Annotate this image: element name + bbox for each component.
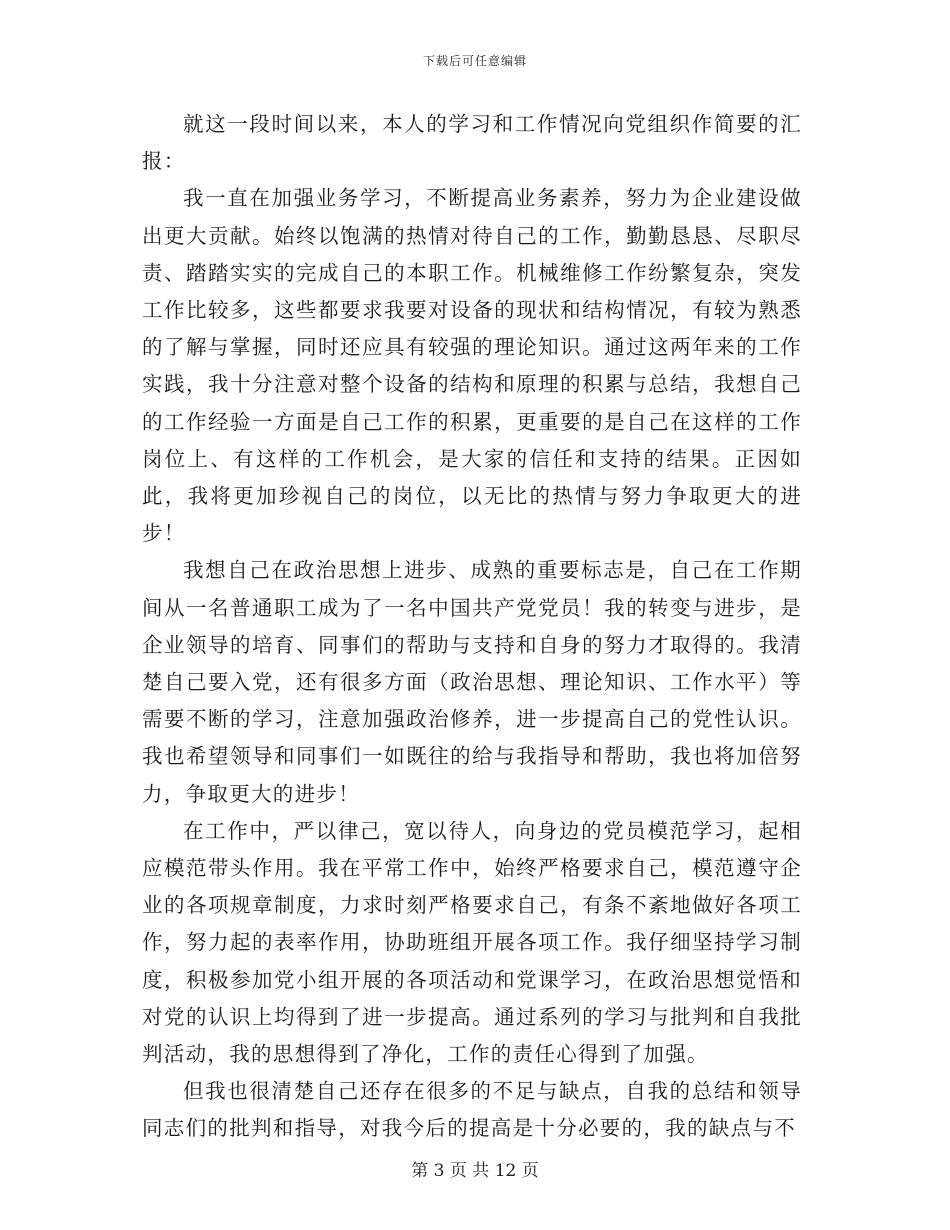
page-header: 下载后可任意编辑 (422, 54, 527, 68)
page-number-footer: 第 3 页 共 12 页 (411, 1161, 539, 1181)
body-text (142, 106, 802, 1148)
paragraph-4: 在工作中，严以律己，宽以待人，向身边的党员模范学习，起相应模范带头作用。我在平常工作中，始终严格要求自己，模范遵守企业的各项规章制度，力求时刻严格要求自己，有条不紊地做好各项工作，努力起的表率作用，协助班组开展各项工作。我仔细坚持学习制度，积极参加党小组开展的各项活动和党课学习，在政治思想觉悟和对党的认识上均得到了进一步提高。通过系列的学习与批判和自我批判活动，我的思想得到了净化，工作的责任心得到了加强。 (142, 818, 802, 1067)
paragraph-1: 就这一段时间以来，本人的学习和工作情况向党组织作简要的汇报： (142, 112, 802, 174)
paragraph-3: 我想自己在政治思想上进步、成熟的重要标志是，自己在工作期间从一名普通职工成为了一名中国共产党党员！我的转变与进步，是企业领导的培育、同事们的帮助与支持和自身的努力才取得的。我清楚自己要入党，还有很多方面（政治思想、理论知识、工作水平）等需要不断的学习，注意加强政治修养，进一步提高自己的党性认识。我也希望领导和同事们一如既往的给与我指导和帮助，我也将加倍努力，争取更大的进步！ (142, 558, 802, 806)
paragraph-5: 但我也很清楚自己还存在很多的不足与缺点，自我的总结和领导同志们的批判和指导，对我今后的提高是十分必要的，我的缺点与不 (142, 1079, 802, 1141)
paragraph-2: 我一直在加强业务学习，不断提高业务素养，努力为企业建设做出更大贡献。始终以饱满的热情对待自己的工作，勤勤恳恳、尽职尽责、踏踏实实的完成自己的本职工作。机械维修工作纷繁复杂，突发工作比较多，这些都要求我要对设备的现状和结构情况，有较为熟悉的了解与掌握，同时还应具有较强的理论知识。通过这两年来的工作实践，我十分注意对整个设备的结构和原理的积累与总结，我想自己的工作经验一方面是自己工作的积累，更重要的是自己在这样的工作岗位上、有这样的工作机会，是大家的信任和支持的结果。正因如此，我将更加珍视自己的岗位，以无比的热情与努力争取更大的进步！ (142, 186, 802, 546)
